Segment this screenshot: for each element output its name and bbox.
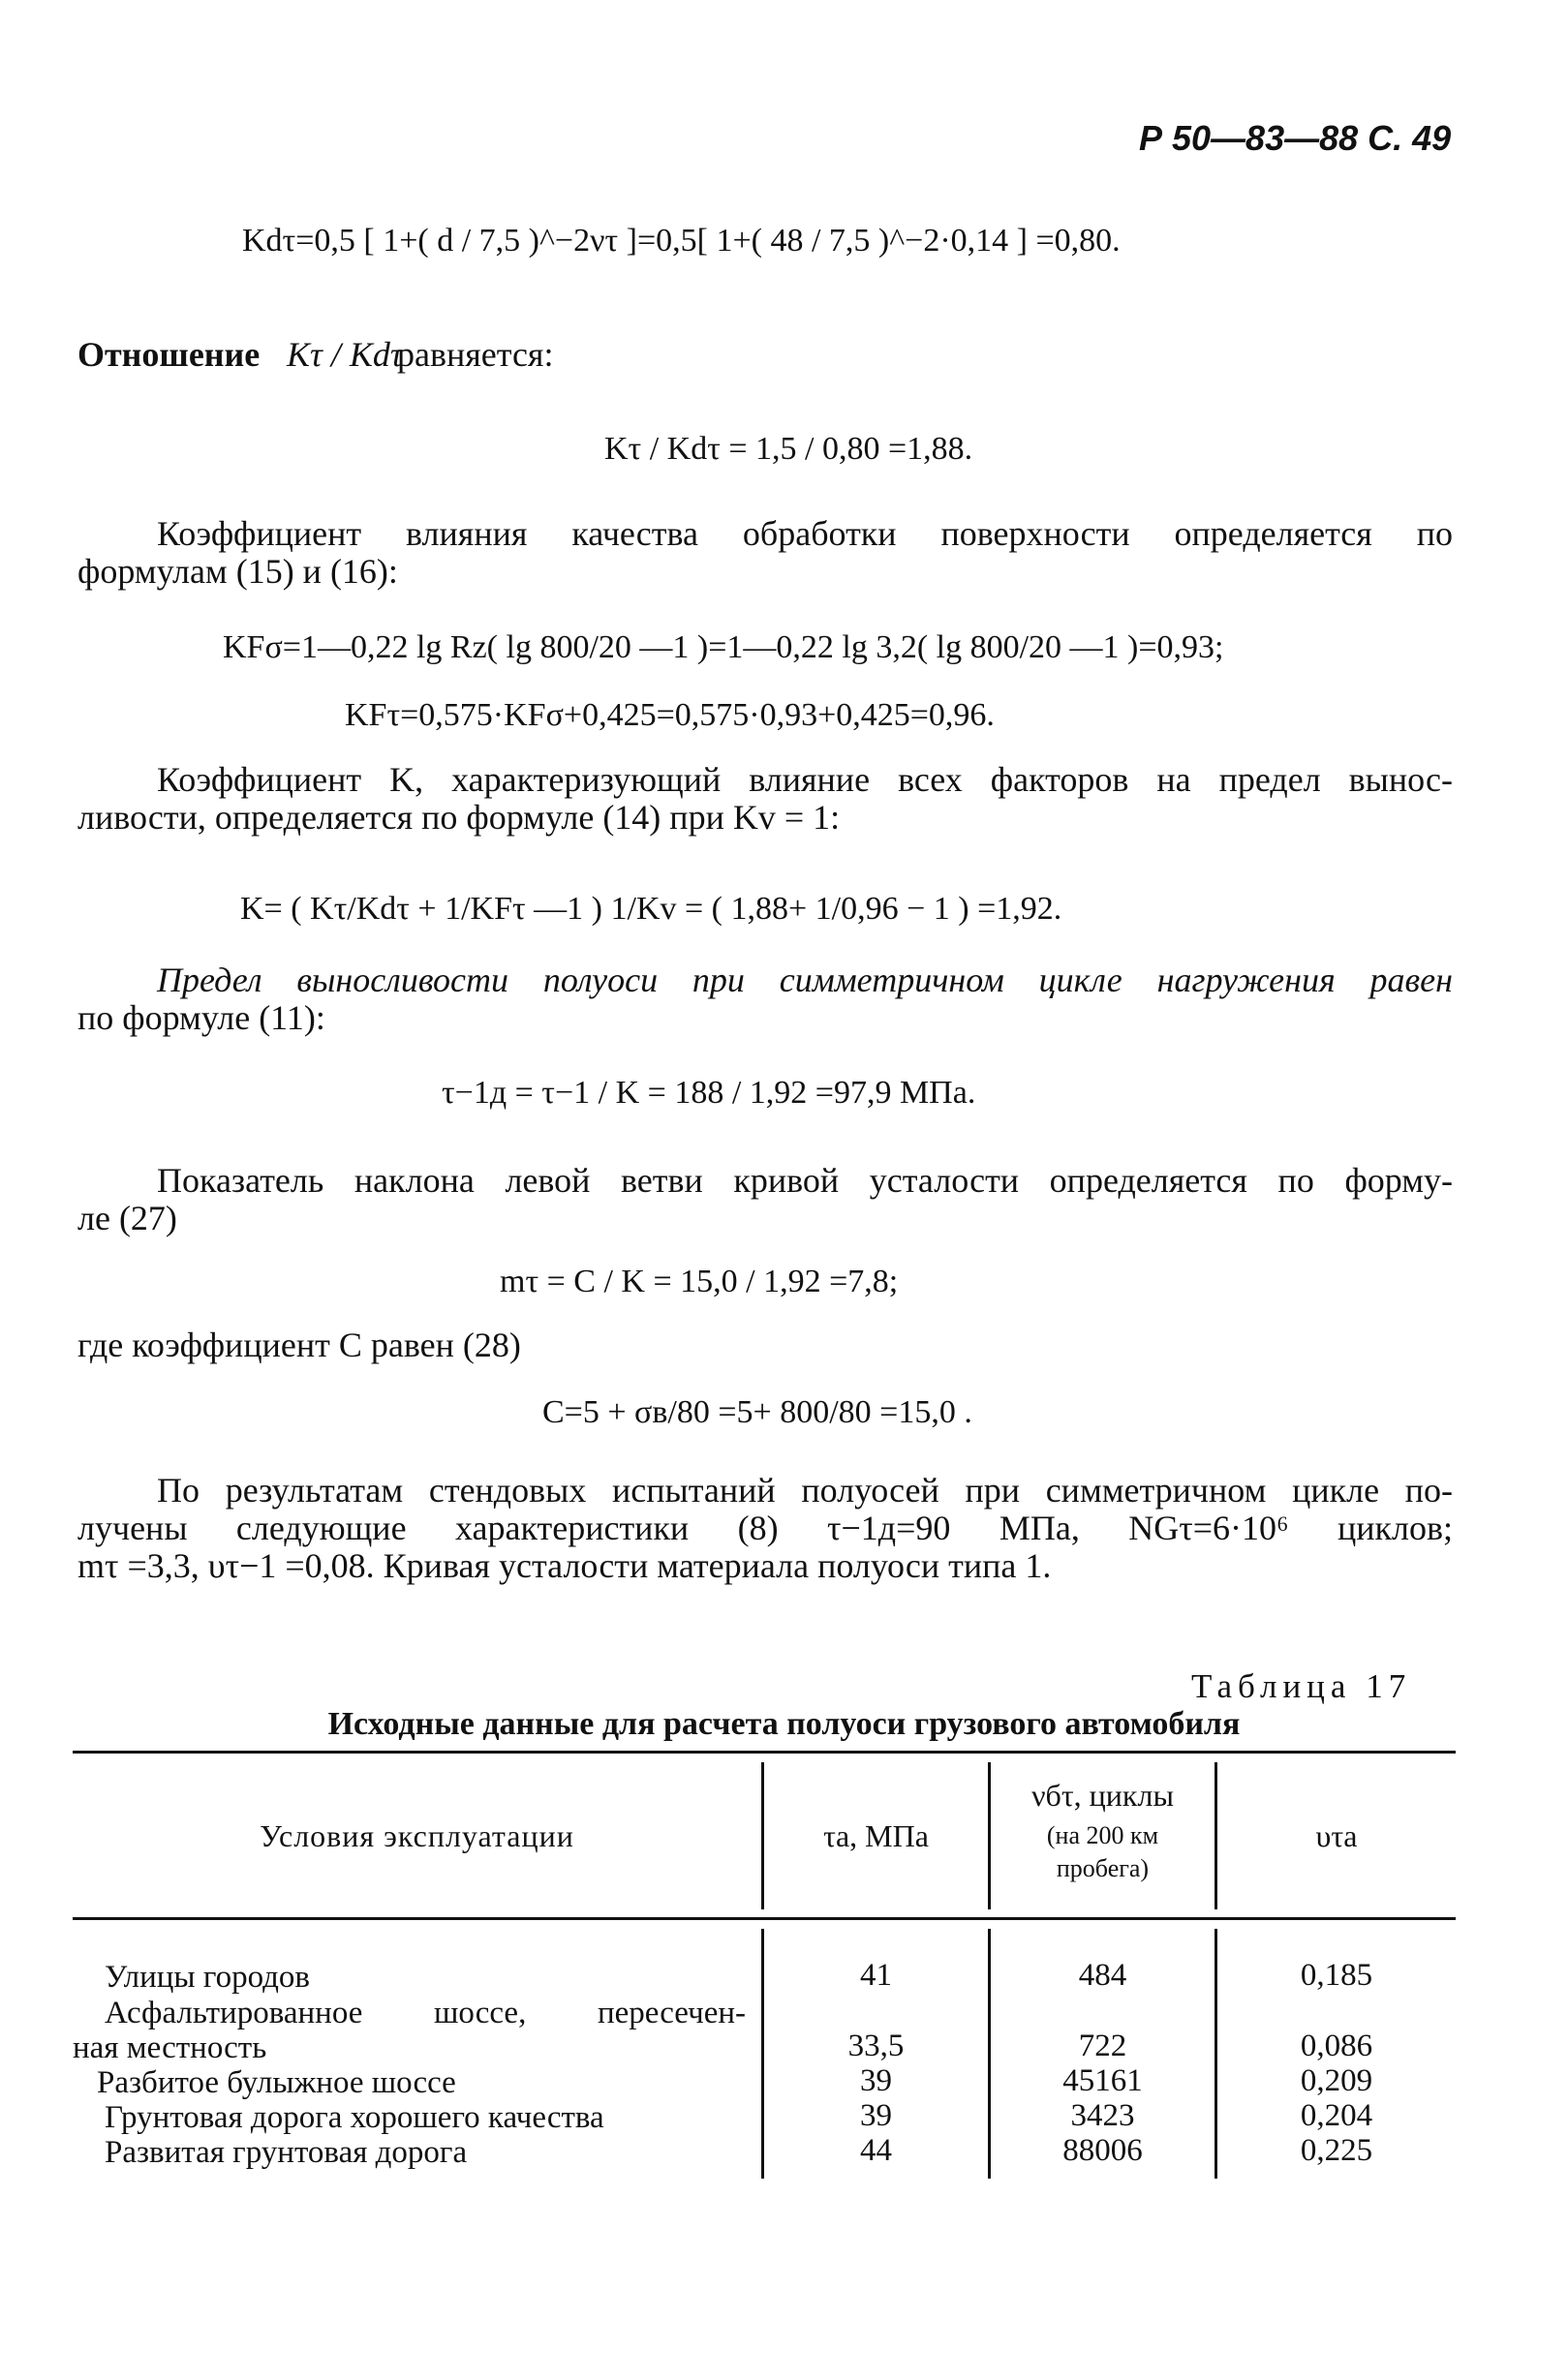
paragraph-limit-line1: Предел выносливости полуоси при симметричном цикле нагружения равен	[157, 961, 1453, 999]
header-tau-a: τa, МПа	[823, 1818, 929, 1853]
row-1-ups: 0,185	[1300, 1958, 1373, 1993]
row-1-condition: Улицы городов	[105, 1960, 310, 1995]
table-header-rule	[73, 1917, 1456, 1920]
table-label: Таблица 17	[1191, 1667, 1412, 1705]
paragraph-surface-coef-line2: формулам (15) и (16):	[77, 552, 398, 591]
row-3-tau: 39	[860, 2063, 892, 2098]
row-5-nu: 88006	[1062, 2133, 1143, 2168]
paragraph-results-line3: mτ =3,3, υτ−1 =0,08. Кривая усталости материала полуоси типа 1.	[77, 1546, 1052, 1585]
table-top-rule	[73, 1751, 1456, 1754]
formula-k-total: K= ( Kτ/Kdτ + 1/KFτ —1 ) 1/Kv = ( 1,88+ 1/0,96 − 1 ) =1,92.	[240, 891, 1062, 927]
row-4-condition: Грунтовая дорога хорошего качества	[105, 2100, 604, 2135]
row-1-nu: 484	[1078, 1958, 1127, 1993]
header-upsilon: υτa	[1315, 1818, 1358, 1853]
table-title: Исходные данные для расчета полуоси грузового автомобиля	[327, 1706, 1241, 1742]
header-nu-line3: пробега)	[1056, 1854, 1150, 1882]
formula-c-coef: C=5 + σв/80 =5+ 800/80 =15,0 .	[542, 1394, 972, 1430]
row-2-condition-line2: ная местность	[73, 2030, 267, 2065]
row-5-condition: Развитая грунтовая дорога	[105, 2135, 468, 2170]
row-2-nu: 722	[1078, 2029, 1127, 2063]
row-4-nu: 3423	[1070, 2098, 1135, 2133]
row-2-tau: 33,5	[847, 2029, 905, 2063]
formula-kd-tau: Kdτ=0,5 [ 1+( d / 7,5 )^−2ντ ]=0,5[ 1+( 48 / 7,5 )^−2·0,14 ] =0,80.	[242, 223, 1121, 259]
formula-kf-sigma: KFσ=1—0,22 lg Rz( lg 800/20 —1 )=1—0,22 lg 3,2( lg 800/20 —1 )=0,93;	[223, 629, 1224, 665]
paragraph-slope-line1: Показатель наклона левой ветви кривой усталости определяется по форму-	[157, 1161, 1453, 1200]
row-4-tau: 39	[860, 2098, 892, 2133]
header-nu-line2: (на 200 км	[1046, 1821, 1159, 1849]
formula-m-tau: mτ = C / K = 15,0 / 1,92 =7,8;	[500, 1264, 899, 1299]
ratio-intro-tail: равняется:	[397, 335, 554, 374]
row-3-condition: Разбитое булыжное шоссе	[97, 2065, 456, 2100]
formula-tau-limit: τ−1д = τ−1 / K = 188 / 1,92 =97,9 МПа.	[442, 1075, 976, 1111]
paragraph-k-factor-line2: ливости, определяется по формуле (14) при Kv = 1:	[77, 798, 841, 837]
page-header: Р 50—83—88 С. 49	[1139, 118, 1452, 158]
formula-kf-tau: KFτ=0,575·KFσ+0,425=0,575·0,93+0,425=0,96.	[345, 697, 995, 733]
formula-ratio: Kτ / Kdτ = 1,5 / 0,80 =1,88.	[604, 431, 973, 467]
row-5-tau: 44	[860, 2133, 892, 2168]
row-5-ups: 0,225	[1300, 2133, 1373, 2168]
row-2-ups: 0,086	[1300, 2029, 1373, 2063]
ratio-intro-word: Отношение	[77, 335, 261, 374]
row-1-tau: 41	[860, 1958, 892, 1993]
paragraph-surface-coef-line1: Коэффициент влияния качества обработки поверхности определяется по	[157, 514, 1453, 553]
paragraph-results-line1: По результатам стендовых испытаний полуосей при симметричном цикле по-	[157, 1471, 1453, 1510]
paragraph-k-factor-line1: Коэффициент K, характеризующий влияние всех факторов на предел вынос-	[157, 760, 1453, 799]
row-4-ups: 0,204	[1300, 2098, 1373, 2133]
paragraph-limit-line2: по формуле (11):	[77, 998, 325, 1037]
paragraph-results-line2: лучены следующие характеристики (8) τ−1д=90 МПа, NGτ=6·10⁶ циклов;	[77, 1509, 1453, 1547]
row-3-nu: 45161	[1062, 2063, 1143, 2098]
row-2-condition-line1: Асфальтированное шоссе, пересечен-	[105, 1996, 746, 2030]
header-conditions: Условия эксплуатации	[260, 1818, 574, 1853]
ratio-intro-frac: Kτ / Kdτ	[287, 335, 403, 374]
row-3-ups: 0,209	[1300, 2063, 1373, 2098]
paragraph-slope-line2: ле (27)	[77, 1199, 177, 1237]
header-nu-line1: νбτ, циклы	[1031, 1778, 1174, 1813]
paragraph-c-coef: где коэффициент C равен (28)	[77, 1326, 521, 1364]
